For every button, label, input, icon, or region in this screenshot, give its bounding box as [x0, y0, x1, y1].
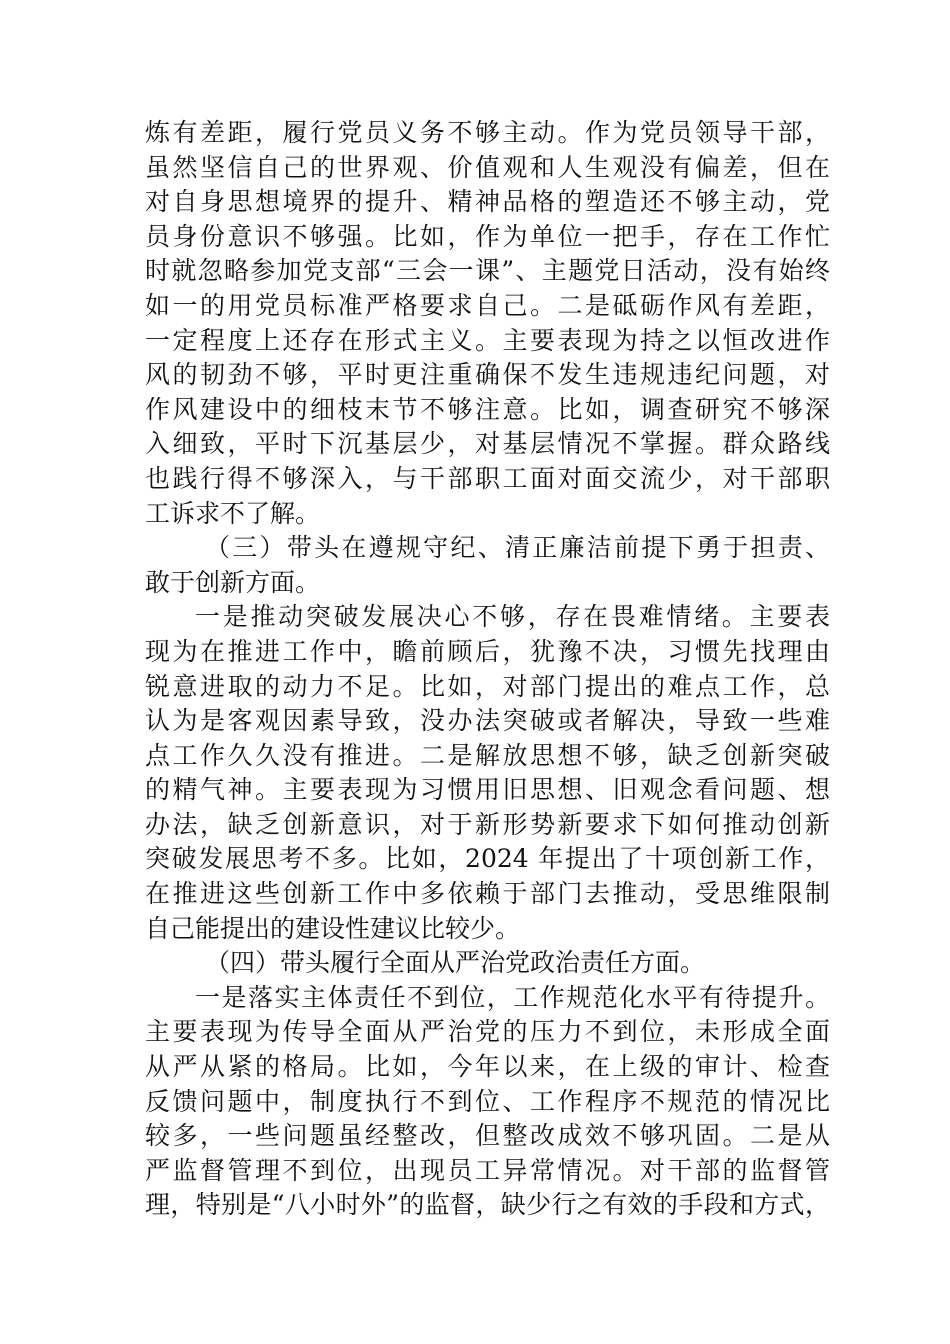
text-line: 如一的用党员标准严格要求自己。二是砥砺作风有差距， [145, 290, 830, 320]
text-line: 工诉求不了解。 [145, 498, 321, 528]
text-line: 主要表现为传导全面从严治党的压力不到位，未形成全面 [145, 1017, 830, 1047]
text-line: 一是落实主体责任不到位，工作规范化水平有待提升。 [195, 982, 830, 1012]
text-line: 作风建设中的细枝末节不够注意。比如，调查研究不够深 [145, 394, 830, 424]
text-line: 自己能提出的建设性建议比较少。 [145, 913, 521, 943]
text-line: 现为在推进工作中，瞻前顾后，犹豫不决，习惯先找理由 [145, 636, 830, 666]
text-line: 虽然坚信自己的世界观、价值观和人生观没有偏差，但在 [145, 152, 830, 182]
text-line: 严监督管理不到位，出现员工异常情况。对干部的监督管 [145, 1155, 830, 1185]
text-line: 突破发展思考不多。比如，2024 年提出了十项创新工作， [145, 844, 830, 874]
text-line: 入细致，平时下沉基层少，对基层情况不掌握。群众路线 [145, 429, 830, 459]
text-line: 敢于创新方面。 [145, 567, 321, 597]
text-line: 在推进这些创新工作中多依赖于部门去推动，受思维限制 [145, 879, 830, 909]
text-line: 风的韧劲不够，平时更注重确保不发生违规违纪问题，对 [145, 360, 830, 390]
text-line: 的精气神。主要表现为习惯用旧思想、旧观念看问题、想 [145, 775, 830, 805]
text-line: 一是推动突破发展决心不够，存在畏难情绪。主要表 [195, 602, 830, 632]
text-line: 锐意进取的动力不足。比如，对部门提出的难点工作，总 [145, 671, 830, 701]
text-line: 从严从紧的格局。比如，今年以来，在上级的审计、检查 [145, 1052, 830, 1082]
text-line: 认为是客观因素导致，没办法突破或者解决，导致一些难 [145, 706, 830, 736]
text-line: 办法，缺乏创新意识，对于新形势新要求下如何推动创新 [145, 809, 830, 839]
text-line: 一定程度上还存在形式主义。主要表现为持之以恒改进作 [145, 325, 830, 355]
text-line: 炼有差距，履行党员义务不够主动。作为党员领导干部， [145, 118, 830, 147]
text-line: （四）带头履行全面从严治党政治责任方面。 [205, 948, 706, 978]
text-line: 反馈问题中，制度执行不到位、工作程序不规范的情况比 [145, 1086, 830, 1116]
text-line: 时就忽略参加党支部“三会一课”、主题党日活动，没有始终 [145, 256, 830, 286]
text-line: 也践行得不够深入，与干部职工面对面交流少，对干部职 [145, 463, 830, 493]
text-line: 点工作久久没有推进。二是解放思想不够，缺乏创新突破 [145, 740, 830, 770]
document-body [145, 116, 830, 1223]
text-line: 员身份意识不够强。比如，作为单位一把手，存在工作忙 [145, 221, 830, 251]
text-line: 较多，一些问题虽经整改，但整改成效不够巩固。二是从 [145, 1121, 830, 1151]
text-line: 理，特别是“八小时外”的监督，缺少行之有效的手段和方式， [145, 1190, 830, 1220]
text-line: 对自身思想境界的提升、精神品格的塑造还不够主动，党 [145, 187, 830, 217]
text-line: （三）带头在遵规守纪、清正廉洁前提下勇于担责、 [205, 533, 830, 563]
